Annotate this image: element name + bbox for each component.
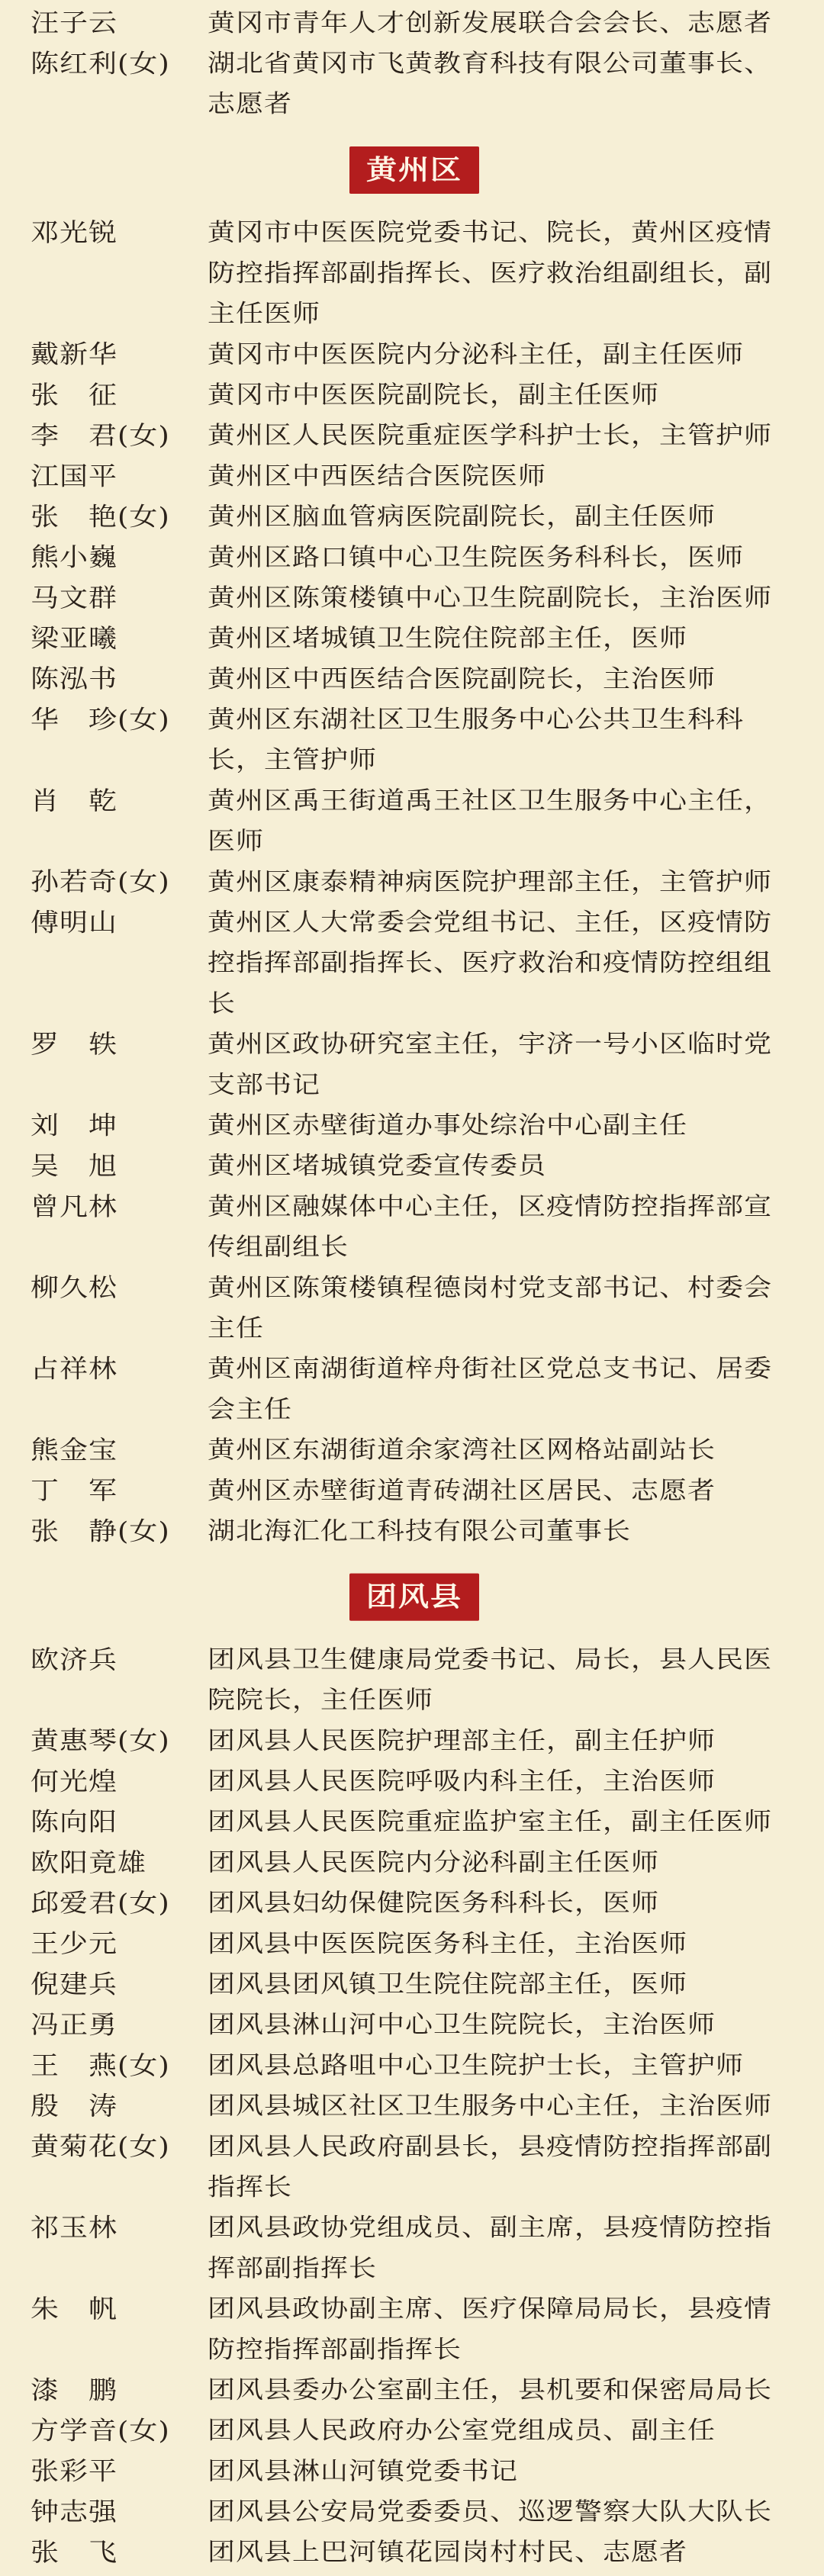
person-title: 黄州区南湖街道梓舟街社区党总支书记、居委会主任 — [208, 1355, 773, 1423]
person-name: 钟志强 — [31, 2497, 117, 2526]
person-title: 黄冈市中医医院内分泌科主任，副主任医师 — [208, 340, 745, 368]
person-row — [31, 781, 798, 862]
person-row — [31, 1511, 798, 1552]
section-header — [31, 1574, 798, 1621]
person-name: 肖 乾 — [31, 786, 117, 815]
person-row — [31, 1802, 798, 1842]
person-name: 殷 涛 — [31, 2091, 117, 2121]
person-name: 陈泓书 — [31, 664, 117, 694]
section-block — [31, 146, 798, 1552]
person-name: 汪子云 — [31, 8, 117, 38]
person-title: 黄州区禹王街道禹王社区卫生服务中心主任，医师 — [208, 786, 773, 856]
section-title: 团风县 — [349, 1574, 479, 1621]
person-name: 张 静(女) — [31, 1516, 170, 1546]
person-row — [31, 537, 798, 577]
person-row — [31, 902, 798, 1024]
person-title: 团风县人民医院内分泌科副主任医师 — [208, 1848, 660, 1877]
person-title: 黄州区融媒体中心主任，区疫情防控指挥部宣传组副组长 — [208, 1192, 773, 1262]
person-name: 曾凡林 — [31, 1192, 117, 1221]
person-row — [31, 213, 798, 335]
person-title: 黄冈市中医医院党委书记、院长，黄州区疫情防控指挥部副指挥长、医疗救治组副组长，副主任医师 — [208, 218, 773, 328]
person-title: 团风县妇幼保健院医务科科长，医师 — [208, 1889, 660, 1918]
honor-list — [31, 3, 798, 2573]
person-name: 占祥林 — [31, 1354, 117, 1384]
person-title: 黄州区脑血管病医院副院长，副主任医师 — [208, 503, 716, 531]
person-row — [31, 578, 798, 619]
person-name: 黄惠琴(女) — [31, 1726, 170, 1756]
person-name: 张 飞 — [31, 2537, 117, 2568]
person-title: 团风县委办公室副主任，县机要和保密局局长 — [208, 2376, 773, 2404]
person-row — [31, 2005, 798, 2045]
person-title: 团风县人民医院护理部主任，副主任护师 — [208, 1726, 716, 1755]
person-title: 黄州区陈策楼镇中心卫生院副院长，主治医师 — [208, 584, 773, 612]
person-row — [31, 1843, 798, 1883]
person-row — [31, 1349, 798, 1430]
person-name: 傅明山 — [31, 908, 117, 937]
person-name: 陈向阳 — [31, 1807, 117, 1837]
person-name: 陈红利(女) — [31, 49, 170, 79]
person-name: 吴 旭 — [31, 1151, 117, 1181]
person-name: 何光煌 — [31, 1767, 117, 1796]
person-title: 黄州区东湖社区卫生服务中心公共卫生科科长，主管护师 — [208, 706, 745, 774]
person-row — [31, 375, 798, 416]
person-row — [31, 2410, 798, 2451]
section-block — [31, 3, 798, 125]
person-name: 华 珍(女) — [31, 705, 170, 735]
person-name: 祁玉林 — [31, 2213, 117, 2243]
person-row — [31, 334, 798, 375]
person-name: 梁亚曦 — [31, 623, 117, 654]
person-title: 黄州区人大常委会党组书记、主任，区疫情防控指挥部副指挥长、医疗救治和疫情防控组组长 — [208, 909, 773, 1018]
person-row — [31, 2533, 798, 2573]
person-name: 江国平 — [31, 461, 117, 491]
person-title: 团风县淋山河镇党委书记 — [208, 2457, 519, 2485]
person-title: 黄冈市青年人才创新发展联合会会长、志愿者 — [208, 8, 773, 37]
person-title: 团风县人民政府办公室党组成员、副主任 — [208, 2417, 716, 2445]
person-row — [31, 1761, 798, 1802]
person-title: 团风县团风镇卫生院住院部主任，医师 — [208, 1970, 688, 1999]
person-row — [31, 1721, 798, 1761]
person-row — [31, 1471, 798, 1511]
person-title: 团风县公安局党委委员、巡逻警察大队大队长 — [208, 2497, 773, 2526]
person-name: 丁 军 — [31, 1476, 117, 1506]
person-name: 刘 坤 — [31, 1111, 117, 1140]
person-row — [31, 2086, 798, 2127]
person-row — [31, 619, 798, 659]
section-block — [31, 1574, 798, 2573]
person-row — [31, 43, 798, 124]
person-name: 李 君(女) — [31, 420, 170, 451]
section-header — [31, 146, 798, 194]
person-title: 黄州区路口镇中心卫生院医务科科长，医师 — [208, 543, 745, 571]
person-name: 张彩平 — [31, 2456, 117, 2486]
person-row — [31, 1883, 798, 1924]
person-title: 黄州区赤壁街道办事处综治中心副主任 — [208, 1111, 688, 1140]
person-name: 邱爱君(女) — [31, 1888, 170, 1918]
person-name: 张 艳(女) — [31, 502, 170, 532]
person-title: 团风县人民政府副县长，县疫情防控指挥部副指挥长 — [208, 2132, 773, 2201]
person-name: 柳久松 — [31, 1273, 117, 1303]
person-name: 王 燕(女) — [31, 2050, 170, 2080]
person-name: 黄菊花(女) — [31, 2132, 170, 2162]
person-name: 欧阳竟雄 — [31, 1848, 146, 1877]
person-title: 团风县城区社区卫生服务中心主任，主治医师 — [208, 2092, 773, 2121]
person-row — [31, 862, 798, 902]
person-row — [31, 1146, 798, 1186]
section-title: 黄州区 — [349, 146, 479, 194]
person-title: 黄州区中西医结合医院医师 — [208, 462, 547, 490]
person-row — [31, 659, 798, 699]
person-title: 湖北省黄冈市飞黄教育科技有限公司董事长、志愿者 — [208, 50, 773, 118]
person-row — [31, 1640, 798, 1721]
person-row — [31, 2492, 798, 2533]
person-row — [31, 416, 798, 456]
person-title: 团风县上巴河镇花园岗村村民、志愿者 — [208, 2538, 688, 2567]
person-row — [31, 456, 798, 497]
person-row — [31, 1964, 798, 2005]
person-row — [31, 497, 798, 537]
person-title: 团风县总路咀中心卫生院护士长，主管护师 — [208, 2051, 745, 2079]
person-name: 漆 鹏 — [31, 2375, 117, 2405]
person-row — [31, 1105, 798, 1146]
person-row — [31, 1924, 798, 1964]
person-title: 黄州区中西医结合医院副院长，主治医师 — [208, 664, 716, 693]
person-title: 团风县中医医院医务科主任，主治医师 — [208, 1929, 688, 1958]
person-row — [31, 1187, 798, 1268]
person-name: 冯正勇 — [31, 2010, 117, 2040]
person-row — [31, 2208, 798, 2288]
person-name: 马文群 — [31, 583, 117, 613]
person-title: 团风县政协副主席、医疗保障局局长，县疫情防控指挥部副指挥长 — [208, 2295, 773, 2364]
person-row — [31, 699, 798, 780]
person-name: 戴新华 — [31, 339, 117, 369]
person-name: 熊金宝 — [31, 1435, 117, 1465]
person-row — [31, 3, 798, 43]
person-name: 张 征 — [31, 380, 117, 410]
person-row — [31, 1024, 798, 1105]
person-name: 孙若奇(女) — [31, 867, 170, 897]
person-row — [31, 2370, 798, 2410]
person-title: 团风县政协党组成员、副主席，县疫情防控指挥部副指挥长 — [208, 2214, 773, 2282]
person-name: 倪建兵 — [31, 1970, 117, 1999]
person-title: 黄冈市中医医院副院长，副主任医师 — [208, 381, 660, 409]
person-title: 黄州区康泰精神病医院护理部主任，主管护师 — [208, 867, 773, 896]
person-row — [31, 2451, 798, 2491]
person-title: 黄州区堵城镇卫生院住院部主任，医师 — [208, 624, 688, 653]
person-title: 黄州区政协研究室主任，宇济一号小区临时党支部书记 — [208, 1030, 773, 1099]
person-title: 团风县人民医院重症监护室主任，副主任医师 — [208, 1808, 773, 1836]
person-name: 邓光锐 — [31, 217, 117, 248]
person-name: 朱 帆 — [31, 2294, 117, 2324]
person-name: 熊小巍 — [31, 542, 117, 572]
person-title: 团风县淋山河中心卫生院院长，主治医师 — [208, 2011, 716, 2039]
person-title: 黄州区赤壁街道青砖湖社区居民、志愿者 — [208, 1476, 716, 1505]
person-name: 罗 轶 — [31, 1029, 117, 1059]
person-row — [31, 1430, 798, 1471]
person-name: 王少元 — [31, 1929, 117, 1959]
person-name: 欧济兵 — [31, 1645, 117, 1674]
person-title: 黄州区东湖街道余家湾社区网格站副站长 — [208, 1436, 716, 1465]
person-row — [31, 2046, 798, 2086]
person-name: 方学音(女) — [31, 2416, 170, 2446]
person-row — [31, 2289, 798, 2370]
person-title: 黄州区陈策楼镇程德岗村党支部书记、村委会主任 — [208, 1273, 773, 1343]
person-title: 黄州区堵城镇党委宣传委员 — [208, 1152, 547, 1180]
person-title: 团风县卫生健康局党委书记、局长，县人民医院院长，主任医师 — [208, 1645, 773, 1715]
person-title: 湖北海汇化工科技有限公司董事长 — [208, 1517, 632, 1545]
person-row — [31, 2127, 798, 2208]
person-row — [31, 1268, 798, 1349]
person-title: 团风县人民医院呼吸内科主任，主治医师 — [208, 1767, 716, 1796]
person-title: 黄州区人民医院重症医学科护士长，主管护师 — [208, 421, 773, 450]
